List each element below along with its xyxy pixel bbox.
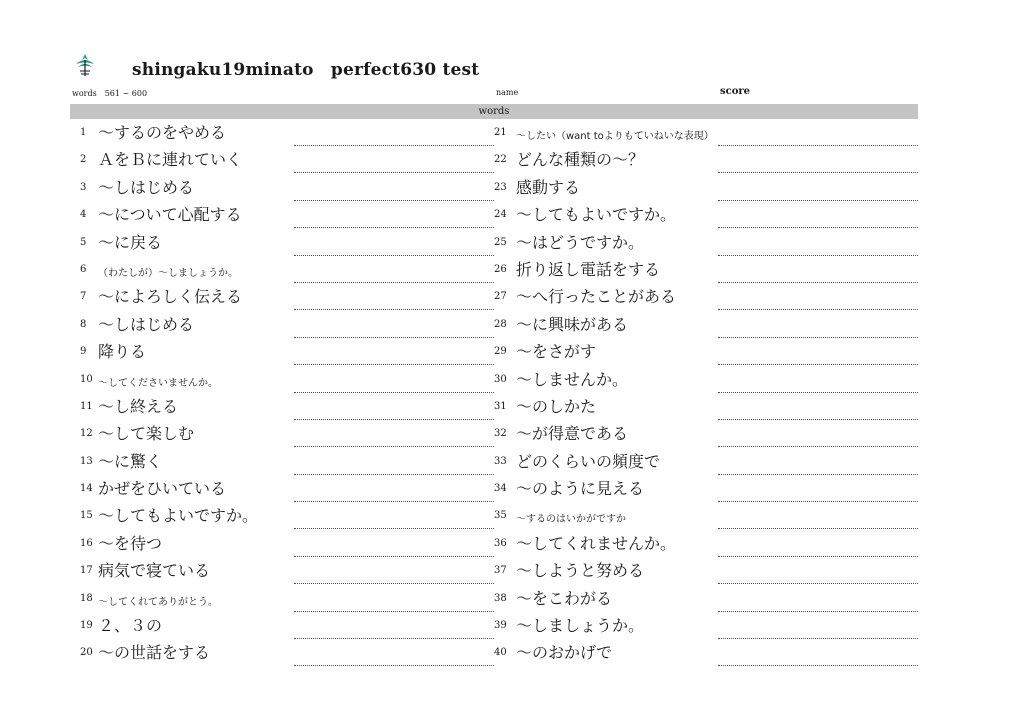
question-prompt: ～をさがす xyxy=(516,342,597,362)
question-prompt: ～をこわがる xyxy=(516,588,613,608)
question-row xyxy=(70,340,494,367)
question-number: 9 xyxy=(80,346,87,358)
question-prompt: ～しはじめる xyxy=(98,177,195,197)
question-row xyxy=(70,231,494,258)
question-number: 3 xyxy=(80,181,87,193)
question-row xyxy=(494,285,918,312)
question-number: 11 xyxy=(80,400,93,412)
question-prompt: ～に驚く xyxy=(98,451,163,471)
answer-line[interactable] xyxy=(294,255,494,256)
answer-line[interactable] xyxy=(294,282,494,283)
question-row xyxy=(494,203,918,230)
page-title: shingaku19minato perfect630 test xyxy=(132,60,480,80)
answer-line[interactable] xyxy=(718,364,918,365)
answer-line[interactable] xyxy=(718,528,918,529)
question-prompt: ～してくれてありがとう。 xyxy=(98,596,218,608)
question-number: 38 xyxy=(494,592,507,604)
question-prompt: ～してもよいですか。 xyxy=(516,205,677,225)
leaf-crest-icon xyxy=(72,52,98,78)
answer-line[interactable] xyxy=(294,309,494,310)
question-prompt: （わたしが）～しましょうか。 xyxy=(98,267,238,279)
question-prompt: 感動する xyxy=(516,177,581,197)
question-row xyxy=(70,176,494,203)
question-prompt: ～に興味がある xyxy=(516,314,629,334)
question-row xyxy=(494,477,918,504)
answer-line[interactable] xyxy=(294,501,494,502)
question-number: 26 xyxy=(494,263,507,275)
question-prompt: ～のしかた xyxy=(516,396,597,416)
question-row xyxy=(494,176,918,203)
question-prompt: ～しはじめる xyxy=(98,314,195,334)
section-band: words xyxy=(70,104,918,119)
question-prompt: ～の世話をする xyxy=(98,643,211,663)
answer-line[interactable] xyxy=(294,419,494,420)
question-row xyxy=(494,559,918,586)
question-row xyxy=(494,313,918,340)
question-number: 39 xyxy=(494,620,507,632)
question-row xyxy=(494,587,918,614)
question-prompt: ～について心配する xyxy=(98,205,242,225)
answer-line[interactable] xyxy=(294,611,494,612)
question-prompt: ～を待つ xyxy=(98,533,163,553)
question-row xyxy=(494,340,918,367)
words-range: words 561 ~ 600 xyxy=(72,89,148,98)
answer-line[interactable] xyxy=(294,665,494,666)
question-row xyxy=(70,368,494,395)
question-number: 12 xyxy=(80,428,93,440)
question-number: 2 xyxy=(80,154,87,166)
question-number: 10 xyxy=(80,373,93,385)
question-number: 32 xyxy=(494,428,507,440)
question-row xyxy=(494,258,918,285)
answer-line[interactable] xyxy=(294,145,494,146)
answer-line[interactable] xyxy=(718,200,918,201)
question-number: 30 xyxy=(494,373,507,385)
question-number: 6 xyxy=(80,263,87,275)
question-row xyxy=(70,614,494,641)
answer-line[interactable] xyxy=(294,556,494,557)
question-grid xyxy=(70,121,918,669)
left-column xyxy=(70,121,494,669)
answer-line[interactable] xyxy=(294,227,494,228)
question-number: 7 xyxy=(80,291,87,303)
question-row xyxy=(70,203,494,230)
question-number: 25 xyxy=(494,236,507,248)
answer-line[interactable] xyxy=(294,337,494,338)
question-prompt: ２、３の xyxy=(98,616,163,636)
answer-line[interactable] xyxy=(294,528,494,529)
question-prompt: ＡをＢに連れていく xyxy=(98,150,243,170)
question-number: 5 xyxy=(80,236,87,248)
question-prompt: ～はどうですか。 xyxy=(516,232,645,252)
question-row xyxy=(494,368,918,395)
question-number: 20 xyxy=(80,647,93,659)
question-prompt: ～し終える xyxy=(98,396,179,416)
question-prompt: 折り返し電話をする xyxy=(516,259,661,279)
answer-line[interactable] xyxy=(294,364,494,365)
question-row xyxy=(494,121,918,148)
question-row xyxy=(494,532,918,559)
question-number: 37 xyxy=(494,565,507,577)
question-prompt: かぜをひいている xyxy=(98,479,227,499)
question-row xyxy=(494,450,918,477)
answer-line[interactable] xyxy=(718,227,918,228)
question-prompt: ～しましょうか。 xyxy=(516,616,645,636)
question-prompt: ～しませんか。 xyxy=(516,369,629,389)
answer-line[interactable] xyxy=(294,172,494,173)
question-row xyxy=(70,641,494,668)
answer-line[interactable] xyxy=(718,145,918,146)
answer-line[interactable] xyxy=(294,638,494,639)
question-prompt: ～のように見える xyxy=(516,479,645,499)
question-row xyxy=(70,148,494,175)
question-prompt: 病気で寝ている xyxy=(98,561,211,581)
question-number: 16 xyxy=(80,537,93,549)
question-row xyxy=(70,258,494,285)
question-prompt: ～に戻る xyxy=(98,232,163,252)
question-row xyxy=(494,231,918,258)
question-number: 8 xyxy=(80,318,87,330)
question-prompt: ～するのはいかがですか xyxy=(516,514,626,526)
question-number: 24 xyxy=(494,209,507,221)
question-row xyxy=(494,504,918,531)
question-number: 34 xyxy=(494,483,507,495)
question-number: 1 xyxy=(80,127,87,138)
question-prompt: どのくらいの頻度で xyxy=(516,451,661,471)
answer-line[interactable] xyxy=(718,282,918,283)
question-prompt: 降りる xyxy=(98,342,147,362)
question-row xyxy=(70,121,494,148)
name-label: name xyxy=(496,88,519,97)
answer-line[interactable] xyxy=(718,392,918,393)
question-prompt: どんな種類の～？ xyxy=(516,150,645,170)
question-number: 17 xyxy=(80,565,93,577)
answer-line[interactable] xyxy=(294,200,494,201)
question-number: 35 xyxy=(494,510,507,522)
question-row xyxy=(70,313,494,340)
question-number: 40 xyxy=(494,647,507,659)
question-row xyxy=(70,285,494,312)
question-row xyxy=(494,395,918,422)
question-prompt: ～のおかげで xyxy=(516,643,613,663)
answer-line[interactable] xyxy=(718,419,918,420)
question-prompt: ～が得意である xyxy=(516,424,629,444)
question-row xyxy=(70,559,494,586)
question-number: 15 xyxy=(80,510,93,522)
score-label: score xyxy=(720,86,751,97)
answer-line[interactable] xyxy=(718,611,918,612)
question-row xyxy=(70,422,494,449)
question-number: 27 xyxy=(494,291,507,303)
question-number: 23 xyxy=(494,181,507,193)
question-prompt: ～するのをやめる xyxy=(98,123,227,142)
question-number: 18 xyxy=(80,592,93,604)
question-row xyxy=(70,395,494,422)
answer-line[interactable] xyxy=(718,337,918,338)
question-number: 36 xyxy=(494,537,507,549)
question-number: 19 xyxy=(80,620,93,632)
question-number: 4 xyxy=(80,209,87,221)
answer-line[interactable] xyxy=(294,392,494,393)
answer-line[interactable] xyxy=(718,172,918,173)
question-number: 13 xyxy=(80,455,93,467)
answer-line[interactable] xyxy=(718,665,918,666)
question-number: 14 xyxy=(80,483,93,495)
question-row xyxy=(70,450,494,477)
question-number: 28 xyxy=(494,318,507,330)
answer-line[interactable] xyxy=(718,638,918,639)
question-row xyxy=(494,614,918,641)
question-row xyxy=(70,587,494,614)
answer-line[interactable] xyxy=(718,474,918,475)
answer-line[interactable] xyxy=(718,583,918,584)
question-number: 21 xyxy=(494,127,507,138)
answer-line[interactable] xyxy=(718,556,918,557)
question-prompt: ～してもよいですか。 xyxy=(98,506,259,526)
answer-line[interactable] xyxy=(718,501,918,502)
right-column xyxy=(494,121,918,669)
question-row xyxy=(494,148,918,175)
question-row xyxy=(494,422,918,449)
question-prompt: ～しようと努める xyxy=(516,561,645,581)
question-number: 22 xyxy=(494,154,507,166)
question-row xyxy=(494,641,918,668)
answer-line[interactable] xyxy=(718,446,918,447)
question-row xyxy=(70,477,494,504)
answer-line[interactable] xyxy=(718,309,918,310)
question-prompt: ～へ行ったことがある xyxy=(516,287,677,307)
answer-line[interactable] xyxy=(718,255,918,256)
question-prompt: ～して楽しむ xyxy=(98,424,195,444)
question-prompt: ～してくれませんか。 xyxy=(516,533,677,553)
question-number: 33 xyxy=(494,455,507,467)
question-number: 29 xyxy=(494,346,507,358)
question-prompt: ～したい（want toよりもていねいな表現） xyxy=(516,131,714,142)
answer-line[interactable] xyxy=(294,583,494,584)
answer-line[interactable] xyxy=(294,446,494,447)
answer-line[interactable] xyxy=(294,474,494,475)
question-prompt: ～してくださいませんか。 xyxy=(98,377,218,389)
question-row xyxy=(70,532,494,559)
question-number: 31 xyxy=(494,400,507,412)
question-row xyxy=(70,504,494,531)
question-prompt: ～によろしく伝える xyxy=(98,287,243,307)
